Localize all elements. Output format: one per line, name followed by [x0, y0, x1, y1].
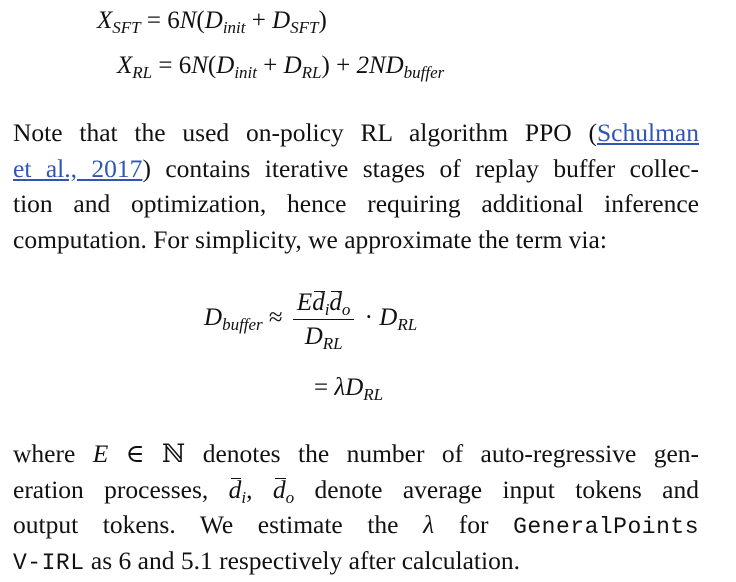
paragraph-line: computation. For simplicity, we approximate the term via: — [13, 224, 607, 254]
equation-x-rl: $X_{RL} = 6N(D_{init} + D_{RL}) + 2ND_{buffer}$ — [117, 52, 445, 82]
citation-link-schulman[interactable]: Schulman — [597, 118, 699, 147]
paragraph-lambda-definition — [13, 436, 699, 578]
equation-d-buffer: $D_{buffer}$ ≈ $\frac{Ed_id_o}{D_{RL}}$ · $D_{RL}$ — [204, 289, 418, 353]
paragraph-line: eration processes, $d_i$, $d_o$ denote average input tokens and — [13, 474, 699, 507]
paragraph-line: where E ∈ ℕ denotes the number of auto-regressive gen- — [13, 439, 700, 468]
paragraph-line: et al., 2017) contains iterative stages of replay buffer collec- — [13, 153, 699, 183]
paragraph-line: V-IRL as 6 and 5.1 respectively after calculation. — [13, 545, 520, 576]
paragraph-line: Note that the used on-policy RL algorithm PPO (Schulman — [13, 118, 699, 147]
equation-x-sft: $X_{SFT} = 6N(D_{init} + D_{SFT})$ — [97, 7, 327, 37]
code-v-irl: V-IRL — [13, 549, 85, 576]
fraction — [293, 289, 355, 353]
citation-link-schulman-year[interactable]: et al., 2017 — [13, 153, 143, 183]
paragraph-line: tion and optimization, hence requiring additional inference — [13, 189, 699, 218]
fraction-denominator: $D_{RL}$ — [304, 323, 343, 353]
paragraph-line: output tokens. We estimate the λ for GeneralPoints — [13, 510, 699, 540]
fraction-numerator: $Ed_id_o$ — [293, 290, 355, 320]
equation-lambda: = $\lambda D_{RL}$ — [314, 374, 384, 404]
paragraph-ppo-note — [13, 115, 699, 257]
code-general-points: GeneralPoints — [513, 514, 699, 540]
